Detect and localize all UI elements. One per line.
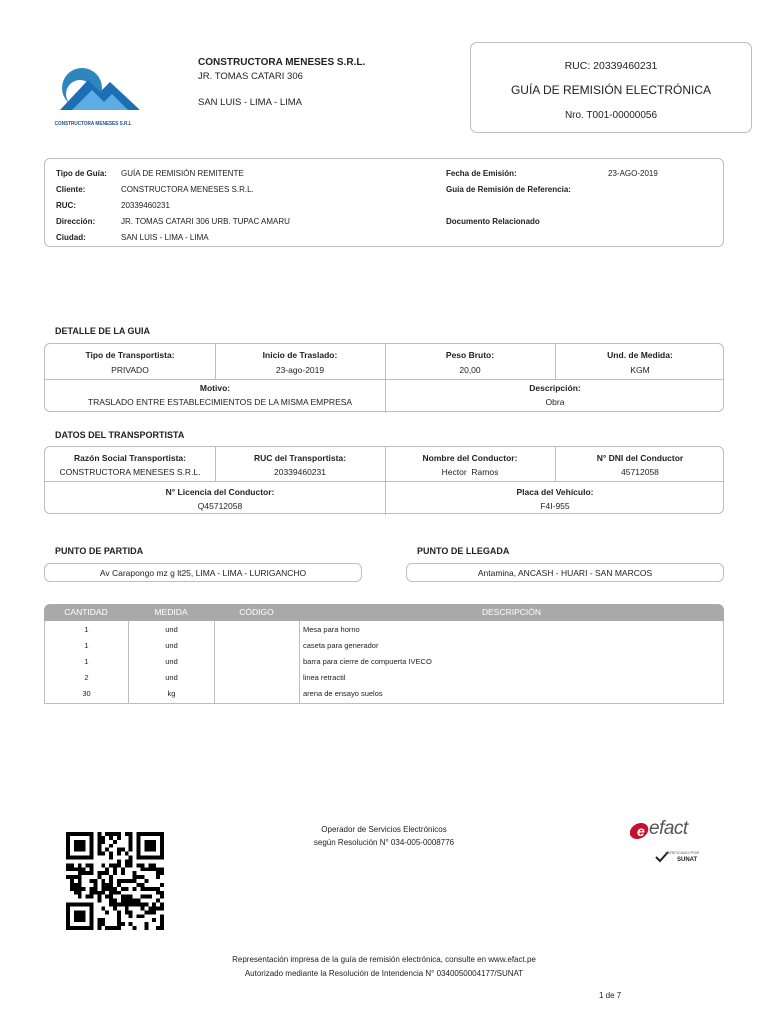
item-descripcion: arena de ensayo suelos <box>303 689 383 698</box>
logo-caption: CONSTRUCTORA MENESES S.R.L <box>54 121 132 127</box>
licencia-value: Q45712058 <box>197 501 243 511</box>
verificado-text: VERIFICADO POR <box>665 850 700 855</box>
info-box <box>44 158 724 247</box>
tipo-value: GUÍA DE REMISIÓN REMITENTE <box>121 169 244 178</box>
item-descripcion: Mesa para horno <box>303 625 360 634</box>
partida-label: PUNTO DE PARTIDA <box>55 546 144 556</box>
fecha-label: Fecha de Emisión: <box>446 169 517 178</box>
ruc-value: 20339460231 <box>121 201 170 210</box>
item-codigo <box>215 638 299 654</box>
partida-value: Av Carapongo mz g lt25, LIMA - LIMA - LURIGANCHO <box>99 568 307 578</box>
item-cantidad: 2 <box>84 673 89 682</box>
item-descripcion: barra para cierre de compuerta IVECO <box>303 657 432 666</box>
transportista-section-title: DATOS DEL TRANSPORTISTA <box>55 430 185 440</box>
placa-label: Placa del Vehículo: <box>516 487 594 497</box>
ruc-transportista-value: 20339460231 <box>273 467 326 477</box>
direccion-label: Dirección: <box>56 217 96 226</box>
item-medida: kg <box>167 689 176 698</box>
item-cantidad: 1 <box>84 657 89 666</box>
col-medida: MEDIDA <box>154 607 188 617</box>
transportista-box <box>44 446 724 514</box>
efact-word: efact <box>649 818 688 839</box>
tipo-label: Tipo de Guía: <box>56 169 107 178</box>
tipo-transportista-label: Tipo de Transportista: <box>85 350 175 360</box>
autorizado-text: Autorizado mediante la Resolución de Intendencia N° 0340050004177/SUNAT <box>244 969 524 978</box>
razon-social-label: Razón Social Transportista: <box>74 453 186 463</box>
item-medida: und <box>165 625 178 634</box>
company-address: JR. TOMAS CATARI 306 <box>198 71 303 82</box>
ciudad-label: Ciudad: <box>56 233 86 242</box>
doc-header-box <box>470 42 752 133</box>
operador-line1: Operador de Servicios Electrónicos <box>321 825 447 834</box>
doc-number: Nro. T001-00000056 <box>564 110 658 121</box>
tipo-transportista-value: PRIVADO <box>111 365 149 375</box>
inicio-traslado-label: Inicio de Traslado: <box>262 350 338 360</box>
col-codigo: CÓDIGO <box>239 607 274 617</box>
ciudad-value: SAN LUIS - LIMA - LIMA <box>121 233 209 242</box>
sunat-text: SUNAT <box>677 857 698 863</box>
qr-code <box>66 832 164 930</box>
motivo-value: TRASLADO ENTRE ESTABLECIMIENTOS DE LA MISMA EMPRESA <box>87 397 353 407</box>
col-cantidad: CANTIDAD <box>64 607 108 617</box>
operador-line2: según Resolución N° 034-005-0008776 <box>313 838 455 847</box>
llegada-box <box>406 563 724 582</box>
descripcion-label: Descripción: <box>529 383 581 393</box>
dni-value: 45712058 <box>621 467 659 477</box>
company-name: CONSTRUCTORA MENESES S.R.L. <box>198 57 366 68</box>
item-descripcion: linea retractil <box>303 673 346 682</box>
peso-bruto-value: 20,00 <box>459 365 481 375</box>
inicio-traslado-value: 23-ago-2019 <box>275 365 325 375</box>
item-codigo <box>215 622 299 638</box>
llegada-label: PUNTO DE LLEGADA <box>417 546 510 556</box>
cliente-label: Cliente: <box>56 185 86 194</box>
qr-code-icon <box>66 832 164 930</box>
razon-social-value: CONSTRUCTORA MENESES S.R.L. <box>59 467 201 477</box>
representacion-text: Representación impresa de la guía de remisión electrónica, consulte en www.efact.pe <box>232 955 536 964</box>
item-codigo <box>215 654 299 670</box>
items-table-header <box>44 604 724 621</box>
doc-ruc: RUC: 20339460231 <box>564 60 658 72</box>
doc-relacionado-label: Documento Relacionado <box>446 217 540 226</box>
motivo-label: Motivo: <box>199 383 231 393</box>
dni-label: N° DNI del Conductor <box>596 453 684 463</box>
detalle-box <box>44 343 724 412</box>
item-cantidad: 30 <box>82 689 91 698</box>
conductor-value: Hector Ramos <box>441 467 499 477</box>
page-number: 1 de 7 <box>599 991 622 1000</box>
conductor-label: Nombre del Conductor: <box>422 453 518 463</box>
licencia-label: N° Licencia del Conductor: <box>165 487 275 497</box>
svg-text:e: e <box>637 823 645 839</box>
item-medida: und <box>165 641 178 650</box>
item-cantidad: 1 <box>84 625 89 634</box>
cliente-value: CONSTRUCTORA MENESES S.R.L. <box>121 185 254 194</box>
item-codigo <box>215 670 299 686</box>
verificado-badge <box>655 848 715 868</box>
partida-box <box>44 563 362 582</box>
items-table <box>44 621 724 704</box>
direccion-value: JR. TOMAS CATARI 306 URB. TUPAC AMARU <box>121 217 290 226</box>
col-descripcion: DESCRIPCIÓN <box>481 607 542 617</box>
item-cantidad: 1 <box>84 641 89 650</box>
fecha-value: 23-AGO-2019 <box>608 169 658 178</box>
descripcion-value: Obra <box>545 397 565 407</box>
item-codigo <box>215 686 299 702</box>
detalle-section-title: DETALLE DE LA GUIA <box>55 326 150 336</box>
item-descripcion: caseta para generador <box>303 641 379 650</box>
item-medida: und <box>165 673 178 682</box>
company-location: SAN LUIS - LIMA - LIMA <box>198 97 302 108</box>
peso-bruto-label: Peso Bruto: <box>445 350 495 360</box>
und-medida-label: Und. de Medida: <box>607 350 673 360</box>
referencia-label: Guía de Remisión de Referencia: <box>446 185 571 194</box>
ruc-label: RUC: <box>56 201 76 210</box>
ruc-transportista-label: RUC del Transportista: <box>253 453 347 463</box>
doc-title: GUÍA DE REMISIÓN ELECTRÓNICA <box>510 83 712 97</box>
und-medida-value: KGM <box>630 365 650 375</box>
efact-logo <box>630 818 710 844</box>
llegada-value: Antamina, ANCASH - HUARI - SAN MARCOS <box>477 568 653 578</box>
item-medida: und <box>165 657 178 666</box>
placa-value: F4I-955 <box>540 501 570 511</box>
